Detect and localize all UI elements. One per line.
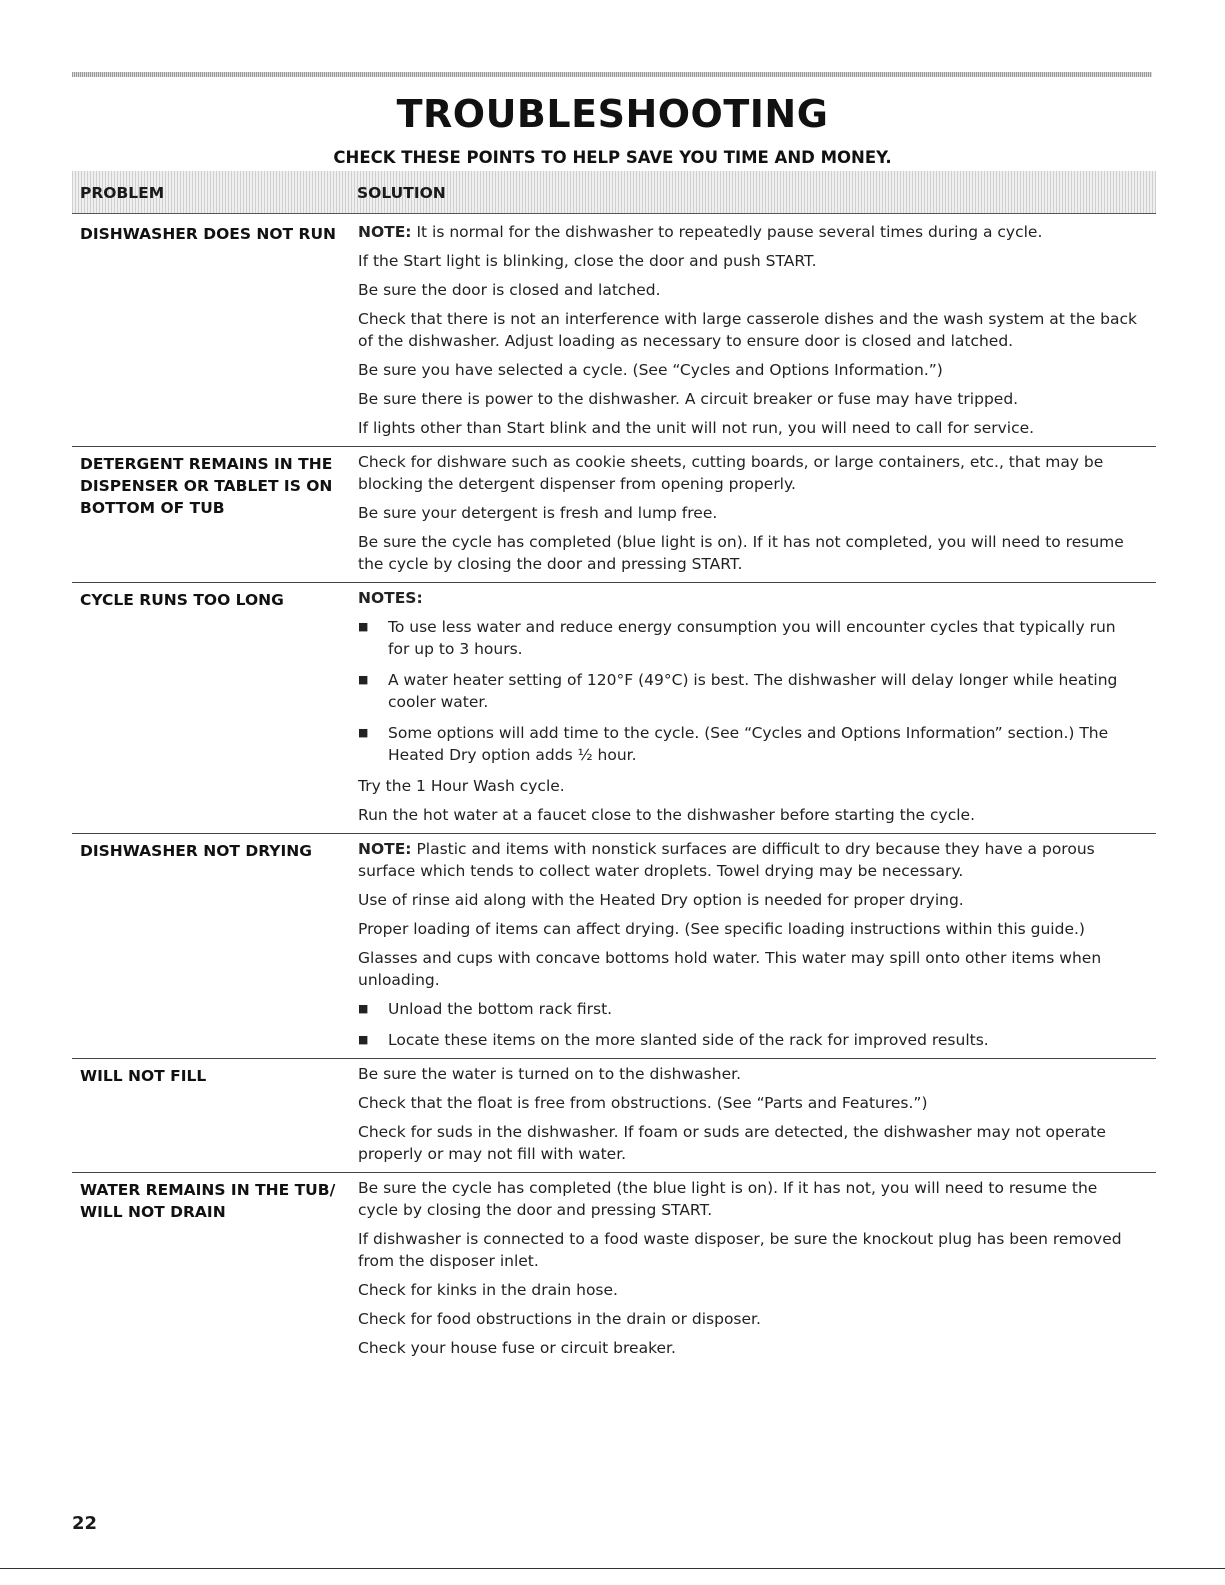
note-label: NOTE: (358, 840, 412, 858)
bullet-text: Locate these items on the more slanted side of the rack for improved results. (388, 1031, 989, 1049)
bullet-item (358, 1029, 1138, 1051)
table-row (72, 217, 1156, 447)
problem-cell: WATER REMAINS IN THE TUB/ WILL NOT DRAIN (80, 1181, 336, 1221)
table-header (72, 171, 1156, 214)
bullet-text: Unload the bottom rack first. (388, 1000, 613, 1018)
table-row (72, 834, 1156, 1059)
solution-item: Check for dishware such as cookie sheets, cutting boards, or large containers, etc., that may be blocking the detergent dispenser from opening properly. (358, 453, 1104, 493)
solution-item: If dishwasher is connected to a food waste disposer, be sure the knockout plug has been removed from the disposer inlet. (358, 1230, 1122, 1270)
bullet-item (358, 616, 1138, 660)
note-label: NOTE: (358, 223, 412, 241)
solution-item: Check that there is not an interference with large casserole dishes and the wash system at the back of the dishwasher. Adjust loading as necessary to ensure door is closed and latched. (358, 310, 1138, 350)
solution-item: Glasses and cups with concave bottoms hold water. This water may spill onto other items when unloading. (358, 949, 1102, 989)
solution-item: If lights other than Start blink and the unit will not run, you will need to call for service. (358, 419, 1035, 437)
solution-cell (358, 451, 1156, 575)
table-row (72, 447, 1156, 583)
square-bullet-icon: ■ (358, 673, 369, 686)
solution-item: Be sure the door is closed and latched. (358, 281, 661, 299)
solution-item: Check for food obstructions in the drain or disposer. (358, 1310, 761, 1328)
solution-text: It is normal for the dishwasher to repeatedly pause several times during a cycle. (411, 223, 1043, 241)
bullet-item (358, 998, 1138, 1020)
bullet-text: Some options will add time to the cycle. (See “Cycles and Options Information” section.) The Heated Dry option adds ½ hour. (388, 724, 1109, 764)
solution-cell (358, 838, 1156, 1051)
bullet-text: To use less water and reduce energy consumption you will encounter cycles that typically run for up to 3 hours. (388, 618, 1116, 658)
square-bullet-icon: ■ (358, 1033, 369, 1046)
bullet-item (358, 722, 1138, 766)
solution-item: Be sure your detergent is fresh and lump free. (358, 504, 718, 522)
solution-item: Run the hot water at a faucet close to the dishwasher before starting the cycle. (358, 806, 975, 824)
troubleshooting-table (72, 217, 1156, 1366)
solution-item: Be sure there is power to the dishwasher. A circuit breaker or fuse may have tripped. (358, 390, 1019, 408)
solution-item (358, 838, 1138, 882)
square-bullet-icon: ■ (358, 726, 369, 739)
table-row (72, 1173, 1156, 1366)
solution-item: Check your house fuse or circuit breaker. (358, 1339, 676, 1357)
problem-cell: DISHWASHER DOES NOT RUN (80, 225, 337, 243)
bullet-text: A water heater setting of 120°F (49°C) is best. The dishwasher will delay longer while heating cooler water. (388, 671, 1118, 711)
solution-item: If the Start light is blinking, close the door and push START. (358, 252, 817, 270)
solution-cell (358, 587, 1156, 826)
solution-cell (358, 1063, 1156, 1165)
solution-text: Plastic and items with nonstick surfaces are difficult to dry because they have a porous surface which tends to collect water droplets. Towel drying may be necessary. (358, 840, 1095, 880)
page-number: 22 (72, 1513, 98, 1534)
solution-item: Be sure the cycle has completed (the blue light is on). If it has not, you will need to resume the cycle by closing the door and pressing START. (358, 1179, 1098, 1219)
solution-item: Be sure the water is turned on to the dishwasher. (358, 1065, 741, 1083)
square-bullet-icon: ■ (358, 620, 369, 633)
solution-cell (358, 221, 1156, 439)
problem-cell: DISHWASHER NOT DRYING (80, 842, 312, 860)
table-row (72, 583, 1156, 834)
solution-item: Use of rinse aid along with the Heated Dry option is needed for proper drying. (358, 891, 964, 909)
page-subtitle: CHECK THESE POINTS TO HELP SAVE YOU TIME AND MONEY. (333, 148, 892, 167)
header-solution: SOLUTION (357, 184, 446, 202)
solution-item: Proper loading of items can affect drying. (See specific loading instructions within this guide.) (358, 920, 1085, 938)
bullet-item (358, 669, 1138, 713)
problem-cell: DETERGENT REMAINS IN THE DISPENSER OR TABLET IS ON BOTTOM OF TUB (80, 455, 333, 517)
table-row (72, 1059, 1156, 1173)
solution-item: Be sure the cycle has completed (blue light is on). If it has not completed, you will need to resume the cycle by closing the door and pressing START. (358, 533, 1124, 573)
solution-item: Check for suds in the dishwasher. If foam or suds are detected, the dishwasher may not operate properly or may not fill with water. (358, 1123, 1106, 1163)
solution-item: Check for kinks in the drain hose. (358, 1281, 618, 1299)
top-rule (72, 72, 1152, 77)
solution-item (358, 221, 1138, 243)
solution-item: Check that the float is free from obstructions. (See “Parts and Features.”) (358, 1094, 928, 1112)
square-bullet-icon: ■ (358, 1002, 369, 1015)
solution-cell (358, 1177, 1156, 1359)
notes-label: NOTES: (358, 589, 423, 607)
solution-item: Be sure you have selected a cycle. (See “Cycles and Options Information.”) (358, 361, 943, 379)
problem-cell: WILL NOT FILL (80, 1067, 207, 1085)
bottom-rule (0, 1568, 1225, 1569)
solution-item: Try the 1 Hour Wash cycle. (358, 777, 565, 795)
problem-cell: CYCLE RUNS TOO LONG (80, 591, 284, 609)
page-title: TROUBLESHOOTING (396, 92, 829, 136)
header-problem: PROBLEM (80, 184, 165, 202)
